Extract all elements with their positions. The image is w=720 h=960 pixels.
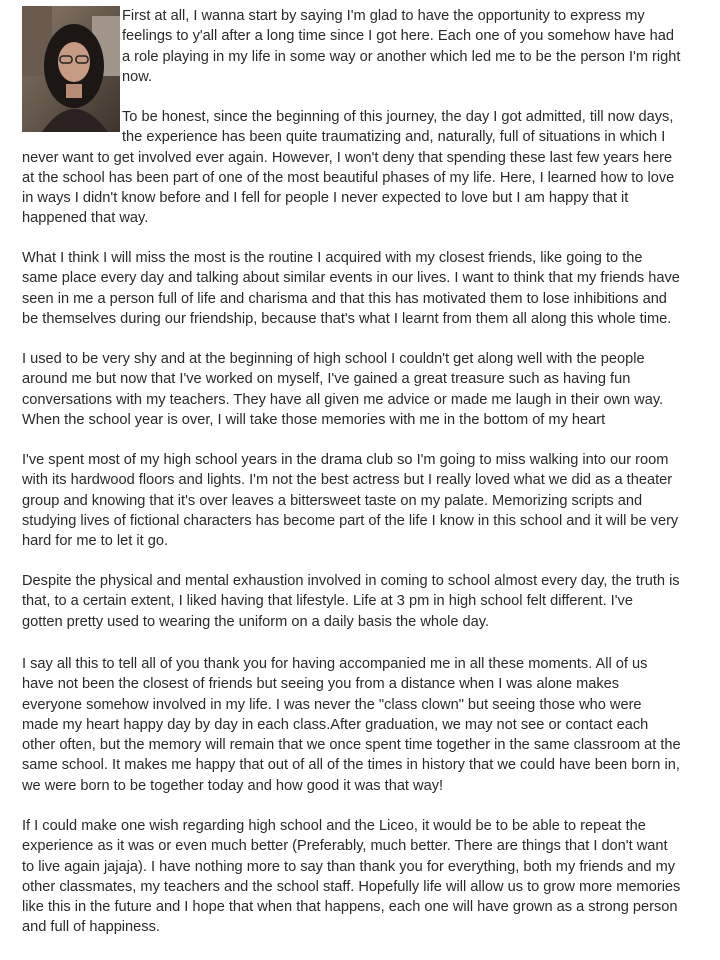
paragraph — [22, 349, 716, 430]
text-line: now. — [122, 68, 153, 85]
text-line: happened that way. — [22, 210, 149, 227]
text-line: made my heart happy day by day in each class.After graduation, we may not see or contact each — [22, 716, 649, 733]
text-line: we were born to be together today and how good it was that way! — [22, 777, 444, 794]
text-line: I say all this to tell all of you thank you for having accompanied me in all these moments. All of us — [22, 656, 648, 672]
paragraph — [22, 6, 716, 87]
text-line: with its hardwood floors and lights. I'm not the best actress but I really loved what we did as a theater — [22, 472, 673, 489]
text-line: never want to get involved ever again. However, I won't deny that spending these last few years here — [22, 149, 673, 166]
text-line: same place every day and talking about similar events in our lives. I want to think that my friends have — [22, 270, 680, 287]
text-line: If I could make one wish regarding high school and the Liceo, it would be to be able to repeat the — [22, 818, 646, 834]
paragraph — [22, 107, 716, 229]
text-line: same school. It makes me happy that out of all of the times in history that we could have been born in, — [22, 757, 680, 774]
text-line: to live again jajaja). I have nothing more to say than thank you for everything, both my friends and my — [22, 858, 676, 875]
text-line: Despite the physical and mental exhaustion involved in coming to school almost every day, the truth is — [22, 573, 680, 589]
text-line: be themselves during our friendship, because that's what I learnt from them all along this whole time. — [22, 310, 672, 327]
text-line: feelings to y'all after a long time since I got here. Each one of you somehow have had — [122, 28, 675, 45]
paragraph — [22, 248, 716, 329]
text-line: the experience has been quite traumatizing and, naturally, full of situations in which I — [122, 129, 666, 146]
text-line: experience as it was or even much better (Preferably, much better. There are things that I don't want — [22, 838, 668, 855]
text-line: that, to a certain extent, I liked having that lifestyle. Life at 3 pm in high school felt different. I've — [22, 593, 633, 610]
text-line: a role playing in my life in some way or another which led me to be the person I'm right — [122, 48, 681, 65]
text-line: other classmates, my teachers and the school staff. Hopefully life will allow us to grow more memories — [22, 878, 681, 895]
paragraph — [22, 571, 716, 632]
text-line: seen in me a person full of life and charisma and that this has motivated them to lose inhibitions and — [22, 290, 667, 307]
text-line: and full of happiness. — [22, 919, 160, 936]
text-line: First at all, I wanna start by saying I'm glad to have the opportunity to express my — [122, 8, 645, 24]
text-line: When the school year is over, I will take those memories with me in the bottom of my heart — [22, 411, 606, 428]
text-line: everyone somehow involved in my life. I was never the "class clown" but seeing those who were — [22, 696, 642, 713]
text-line: around me but now that I've worked on myself, I've gained a great treasure such as having fun — [22, 371, 631, 388]
paragraph — [22, 816, 716, 938]
text-line: I used to be very shy and at the beginning of high school I couldn't get along well with the people — [22, 351, 645, 367]
text-line: in ways I didn't know before and I fell for people I never expected to love but I am happy that it — [22, 190, 629, 207]
text-line: I've spent most of my high school years in the drama club so I'm going to miss walking into our room — [22, 452, 669, 468]
text-line: at the school has been part of one of the most beautiful phases of my life. Here, I learned how to love — [22, 169, 675, 186]
text-line: hard for me to let it go. — [22, 533, 169, 550]
text-line: have not been the closest of friends but seeing you from a distance when I was alone makes — [22, 676, 620, 693]
paragraph — [22, 450, 716, 551]
text-line: What I think I will miss the most is the routine I acquired with my closest friends, like going to the — [22, 250, 643, 266]
text-line: other often, but the memory will remain that we once spent time together in the same classroom at the — [22, 737, 681, 754]
text-line: group and knowing that it's over leaves a bittersweet taste on my palate. Memorizing scripts and — [22, 492, 643, 509]
paragraph — [22, 654, 716, 796]
text-line: conversations with my teachers. They have all given me advice or made me laugh in their own way. — [22, 391, 664, 408]
text-line: like this in the future and I hope that when that happens, each one will have grown as a strong person — [22, 899, 678, 916]
text-line: To be honest, since the beginning of this journey, the day I got admitted, till now days, — [122, 109, 674, 125]
text-line: gotten pretty used to wearing the uniform on a daily basis the whole day. — [22, 613, 490, 630]
text-line: studying lives of fictional characters has become part of the life I know in this school and it will be very — [22, 512, 679, 529]
